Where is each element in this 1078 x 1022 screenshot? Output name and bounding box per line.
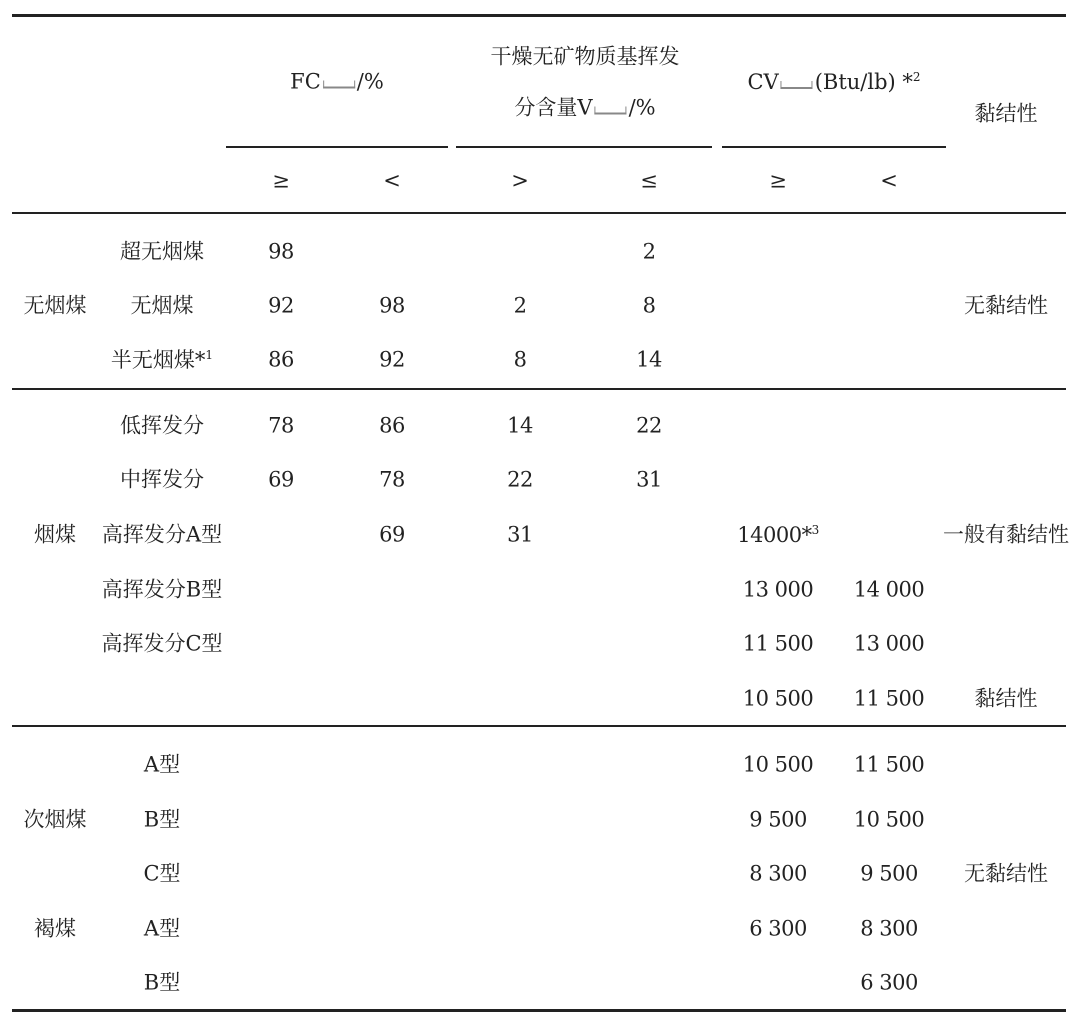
op-cv-ge: ≥ [769, 168, 787, 193]
group-caking: 一般有黏结性 [943, 522, 1069, 547]
vm-header-rule [456, 146, 712, 148]
cell-fc-ge: 69 [268, 467, 294, 492]
header-caking: 黏结性 [974, 101, 1038, 126]
group-label: 次烟煤 [23, 807, 87, 832]
op-cv-lt: < [880, 168, 898, 193]
cell-cv-ge: 6 300 [749, 916, 807, 941]
header-cv: CV (Btu/lb) *$^2$ [747, 70, 921, 94]
bituminous-bottom-rule [12, 725, 1066, 727]
op-fc-ge: ≥ [272, 168, 290, 193]
cell-cv-ge: 11 500 [742, 631, 814, 656]
row-subtype: 高挥发分B型 [101, 577, 223, 602]
cell-cv-lt: 6 300 [860, 970, 918, 995]
row-subtype: A型 [143, 752, 181, 777]
row-subtype: B型 [143, 807, 181, 832]
cell-cv-ge: 14000*$^3$ [737, 523, 819, 547]
row-subtype: 高挥发分C型 [101, 631, 223, 656]
cell-cv-ge: 9 500 [749, 807, 807, 832]
cell-vm-gt: 14 [507, 413, 533, 438]
cell-fc-lt: 86 [379, 413, 405, 438]
cell-cv-ge: 10 500 [742, 752, 814, 777]
cell-vm-gt: 2 [513, 293, 527, 318]
anthracite-bottom-rule [12, 388, 1066, 390]
header-vm-line1: 干燥无矿物质基挥发 [490, 44, 680, 69]
cell-fc-lt: 98 [379, 293, 405, 318]
row-subtype: 无烟煤 [130, 293, 194, 318]
cell-cv-lt: 11 500 [853, 686, 925, 711]
cell-vm-le: 8 [642, 293, 656, 318]
row-subtype: 半无烟煤*$^1$ [110, 348, 214, 372]
cell-vm-gt: 8 [513, 347, 527, 372]
row-subtype: B型 [143, 970, 181, 995]
cell-fc-lt: 78 [379, 467, 405, 492]
cell-cv-lt: 14 000 [853, 577, 925, 602]
cell-vm-le: 31 [636, 467, 662, 492]
op-vm-gt: > [511, 168, 529, 193]
cell-vm-le: 14 [636, 347, 662, 372]
cell-fc-ge: 78 [268, 413, 294, 438]
row-subtype: 中挥发分 [120, 467, 204, 492]
group-label: 烟煤 [34, 522, 76, 547]
row-subtype: 超无烟煤 [120, 239, 204, 264]
row-subtype: 高挥发分A型 [101, 522, 223, 547]
header-bottom-rule [12, 212, 1066, 214]
table-bottom-rule [12, 1009, 1066, 1012]
cv-header-rule [722, 146, 946, 148]
group-caking: 黏结性 [974, 686, 1038, 711]
cell-cv-lt: 9 500 [860, 861, 918, 886]
cell-fc-ge: 86 [268, 347, 294, 372]
group-caking: 无黏结性 [964, 293, 1048, 318]
cell-cv-lt: 8 300 [860, 916, 918, 941]
row-subtype: 低挥发分 [120, 413, 204, 438]
cell-cv-lt: 11 500 [853, 752, 925, 777]
cell-cv-lt: 13 000 [853, 631, 925, 656]
header-fc: FC /% [290, 69, 384, 94]
cell-vm-le: 22 [636, 413, 662, 438]
cell-cv-lt: 10 500 [853, 807, 925, 832]
group-label: 褐煤 [34, 916, 76, 941]
cell-fc-ge: 98 [268, 239, 294, 264]
header-vm-line2: 分含量V /% [514, 95, 656, 120]
row-subtype: C型 [143, 861, 181, 886]
fc-header-rule [226, 146, 448, 148]
cell-cv-ge: 10 500 [742, 686, 814, 711]
op-vm-le: ≤ [640, 168, 658, 193]
cell-vm-le: 2 [642, 239, 656, 264]
cell-cv-ge: 8 300 [749, 861, 807, 886]
cell-fc-ge: 92 [268, 293, 294, 318]
cell-vm-gt: 22 [507, 467, 533, 492]
op-fc-lt: < [383, 168, 401, 193]
row-subtype: A型 [143, 916, 181, 941]
cell-cv-ge: 13 000 [742, 577, 814, 602]
cell-vm-gt: 31 [507, 522, 533, 547]
group-caking: 无黏结性 [964, 861, 1048, 886]
table-top-rule [12, 14, 1066, 17]
group-label: 无烟煤 [23, 293, 87, 318]
cell-fc-lt: 92 [379, 347, 405, 372]
cell-fc-lt: 69 [379, 522, 405, 547]
